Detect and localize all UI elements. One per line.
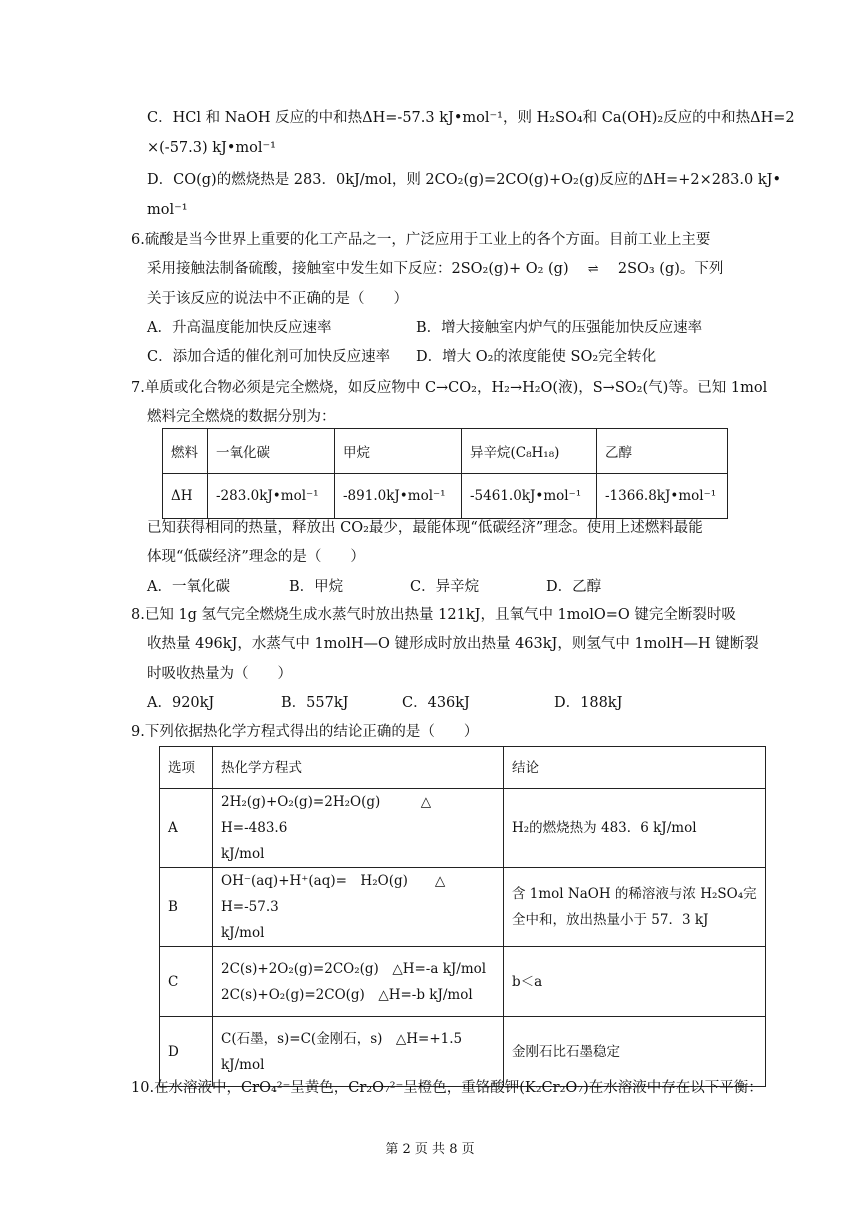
q8-option-b: B．557kJ [281, 695, 349, 711]
table-cell: -5461.0kJ•mol⁻¹ [462, 474, 597, 519]
q6-stem-line3: 关于该反应的说法中不正确的是（ ） [147, 291, 408, 307]
q5-option-c-line1: C．HCl 和 NaOH 反应的中和热ΔH=-57.3 kJ•mol⁻¹，则 H₂SO₄和 Ca(OH)₂反应的中和热ΔH=2 [147, 110, 795, 126]
table-header-cell: 甲烷 [335, 429, 462, 474]
conclusion-line: 金刚石比石墨稳定 [512, 1043, 620, 1060]
table-row [160, 868, 766, 947]
table-row [163, 429, 728, 474]
table-cell: -1366.8kJ•mol⁻¹ [597, 474, 728, 519]
q6-option-d: D．增大 O₂的浓度能使 SO₂完全转化 [416, 349, 657, 365]
q8-stem-line2: 收热量 496kJ，水蒸气中 1molH—O 键形成时放出热量 463kJ，则氢气中 1molH—H 键断裂 [147, 636, 759, 652]
table-header-cell: 热化学方程式 [213, 747, 504, 789]
table-row [163, 474, 728, 519]
q8-option-d: D．188kJ [554, 695, 623, 711]
equation-line: C(石墨，s)=C(金刚石，s) △H=+1.5 [221, 1030, 463, 1047]
q7-fuel-table [162, 428, 728, 519]
equation-line: 2C(s)+O₂(g)=2CO(g) △H=-b kJ/mol [221, 986, 473, 1003]
equation-line: 2H₂(g)+O₂(g)=2H₂O(g) △ H=-483.6 [221, 794, 445, 836]
table-header-cell: 乙醇 [597, 429, 728, 474]
table-cell-conclusion [504, 1017, 766, 1087]
equation-line: 2C(s)+2O₂(g)=2CO₂(g) △H=-a kJ/mol [221, 960, 487, 977]
q7-option-a: A．一氧化碳 [147, 579, 230, 595]
q7-option-b: B．甲烷 [289, 579, 344, 595]
q6-option-a: A．升高温度能加快反应速率 [147, 320, 332, 336]
page-footer: 第 2 页 共 8 页 [385, 1142, 475, 1157]
q6-option-c: C．添加合适的催化剂可加快反应速率 [147, 349, 391, 365]
q6-stem-line2-a: 采用接触法制备硫酸，接触室中发生如下反应：2SO₂(g)+ O₂ (g) [147, 261, 569, 277]
table-cell-option: B [160, 868, 213, 947]
q5-option-d-line1: D．CO(g)的燃烧热是 283．0kJ/mol，则 2CO₂(g)=2CO(g)+O₂(g)反应的ΔH=+2×283.0 kJ• [147, 172, 781, 188]
table-cell-equation [213, 789, 504, 868]
q8-stem-line1: 8.已知 1g 氢气完全燃烧生成水蒸气时放出热量 121kJ，且氧气中 1molO=O 键完全断裂时吸 [131, 607, 736, 623]
equation-line: kJ/mol [221, 1056, 265, 1073]
q7-stem-line2: 燃料完全燃烧的数据分别为： [147, 409, 336, 425]
q6-stem-line2 [147, 259, 723, 280]
q7-stem-line1: 7.单质或化合物必须是完全燃烧，如反应物中 C→CO₂，H₂→H₂O(液)，S→SO₂(气)等。已知 1mol [131, 380, 768, 396]
table-cell-conclusion [504, 947, 766, 1017]
table-cell: ΔH [163, 474, 208, 519]
table-cell-conclusion [504, 789, 766, 868]
conclusion-line: b＜a [512, 973, 543, 990]
table-cell: -891.0kJ•mol⁻¹ [335, 474, 462, 519]
table-header-cell: 一氧化碳 [208, 429, 335, 474]
table-row [160, 947, 766, 1017]
q8-stem-line3: 时吸收热量为（ ） [147, 666, 292, 682]
q9-stem: 9.下列依据热化学方程式得出的结论正确的是（ ） [131, 724, 479, 740]
table-row [160, 747, 766, 789]
table-header-cell: 选项 [160, 747, 213, 789]
q6-stem-line1: 6.硫酸是当今世界上重要的化工产品之一，广泛应用于工业上的各个方面。目前工业上主要 [131, 232, 711, 248]
conclusion-line: 全中和，放出热量小于 57．3 kJ [512, 912, 709, 928]
q8-option-a: A．920kJ [147, 695, 215, 711]
conclusion-line: H₂的燃烧热为 483．6 kJ/mol [512, 820, 697, 836]
q6-stem-line2-b: 2SO₃ (g)。下列 [617, 261, 724, 277]
equation-line: kJ/mol [221, 846, 265, 862]
q6-option-b: B．增大接触室内炉气的压强能加快反应速率 [416, 320, 703, 336]
q7-option-d: D．乙醇 [546, 579, 602, 595]
table-cell-conclusion [504, 868, 766, 947]
table-row [160, 789, 766, 868]
table-cell: -283.0kJ•mol⁻¹ [208, 474, 335, 519]
table-header-cell: 异辛烷(C₈H₁₈) [462, 429, 597, 474]
q7-stem-line3: 已知获得相同的热量，释放出 CO₂最少，最能体现“低碳经济”理念。使用上述燃料最能 [147, 520, 703, 536]
table-cell-equation [213, 868, 504, 947]
table-cell-equation [213, 1017, 504, 1087]
table-header-cell: 燃料 [163, 429, 208, 474]
table-header-cell: 结论 [504, 747, 766, 789]
q9-table [159, 746, 766, 1087]
q5-option-d-line2: mol⁻¹ [147, 202, 188, 218]
table-cell-option: C [160, 947, 213, 1017]
q8-option-c: C．436kJ [402, 695, 470, 711]
q7-stem-line4: 体现“低碳经济”理念的是（ ） [147, 549, 365, 565]
q5-option-c-line2: ×(-57.3) kJ•mol⁻¹ [147, 140, 276, 156]
table-cell-option: D [160, 1017, 213, 1087]
equation-line: OH⁻(aq)+H⁺(aq)= H₂O(g) △ H=-57.3 [221, 873, 459, 915]
table-row [160, 1017, 766, 1087]
table-cell-option: A [160, 789, 213, 868]
table-cell-equation [213, 947, 504, 1017]
conclusion-line: 含 1mol NaOH 的稀溶液与浓 H₂SO₄完 [512, 886, 757, 902]
q7-option-c: C．异辛烷 [410, 579, 480, 595]
equation-line: kJ/mol [221, 925, 265, 941]
equilibrium-arrow-icon: ⇌ [587, 262, 599, 277]
q10-stem: 10.在水溶液中，CrO₄²⁻呈黄色，Cr₂O₇²⁻呈橙色，重铬酸钾(K₂Cr₂O₇)在水溶液中存在以下平衡： [131, 1080, 763, 1096]
